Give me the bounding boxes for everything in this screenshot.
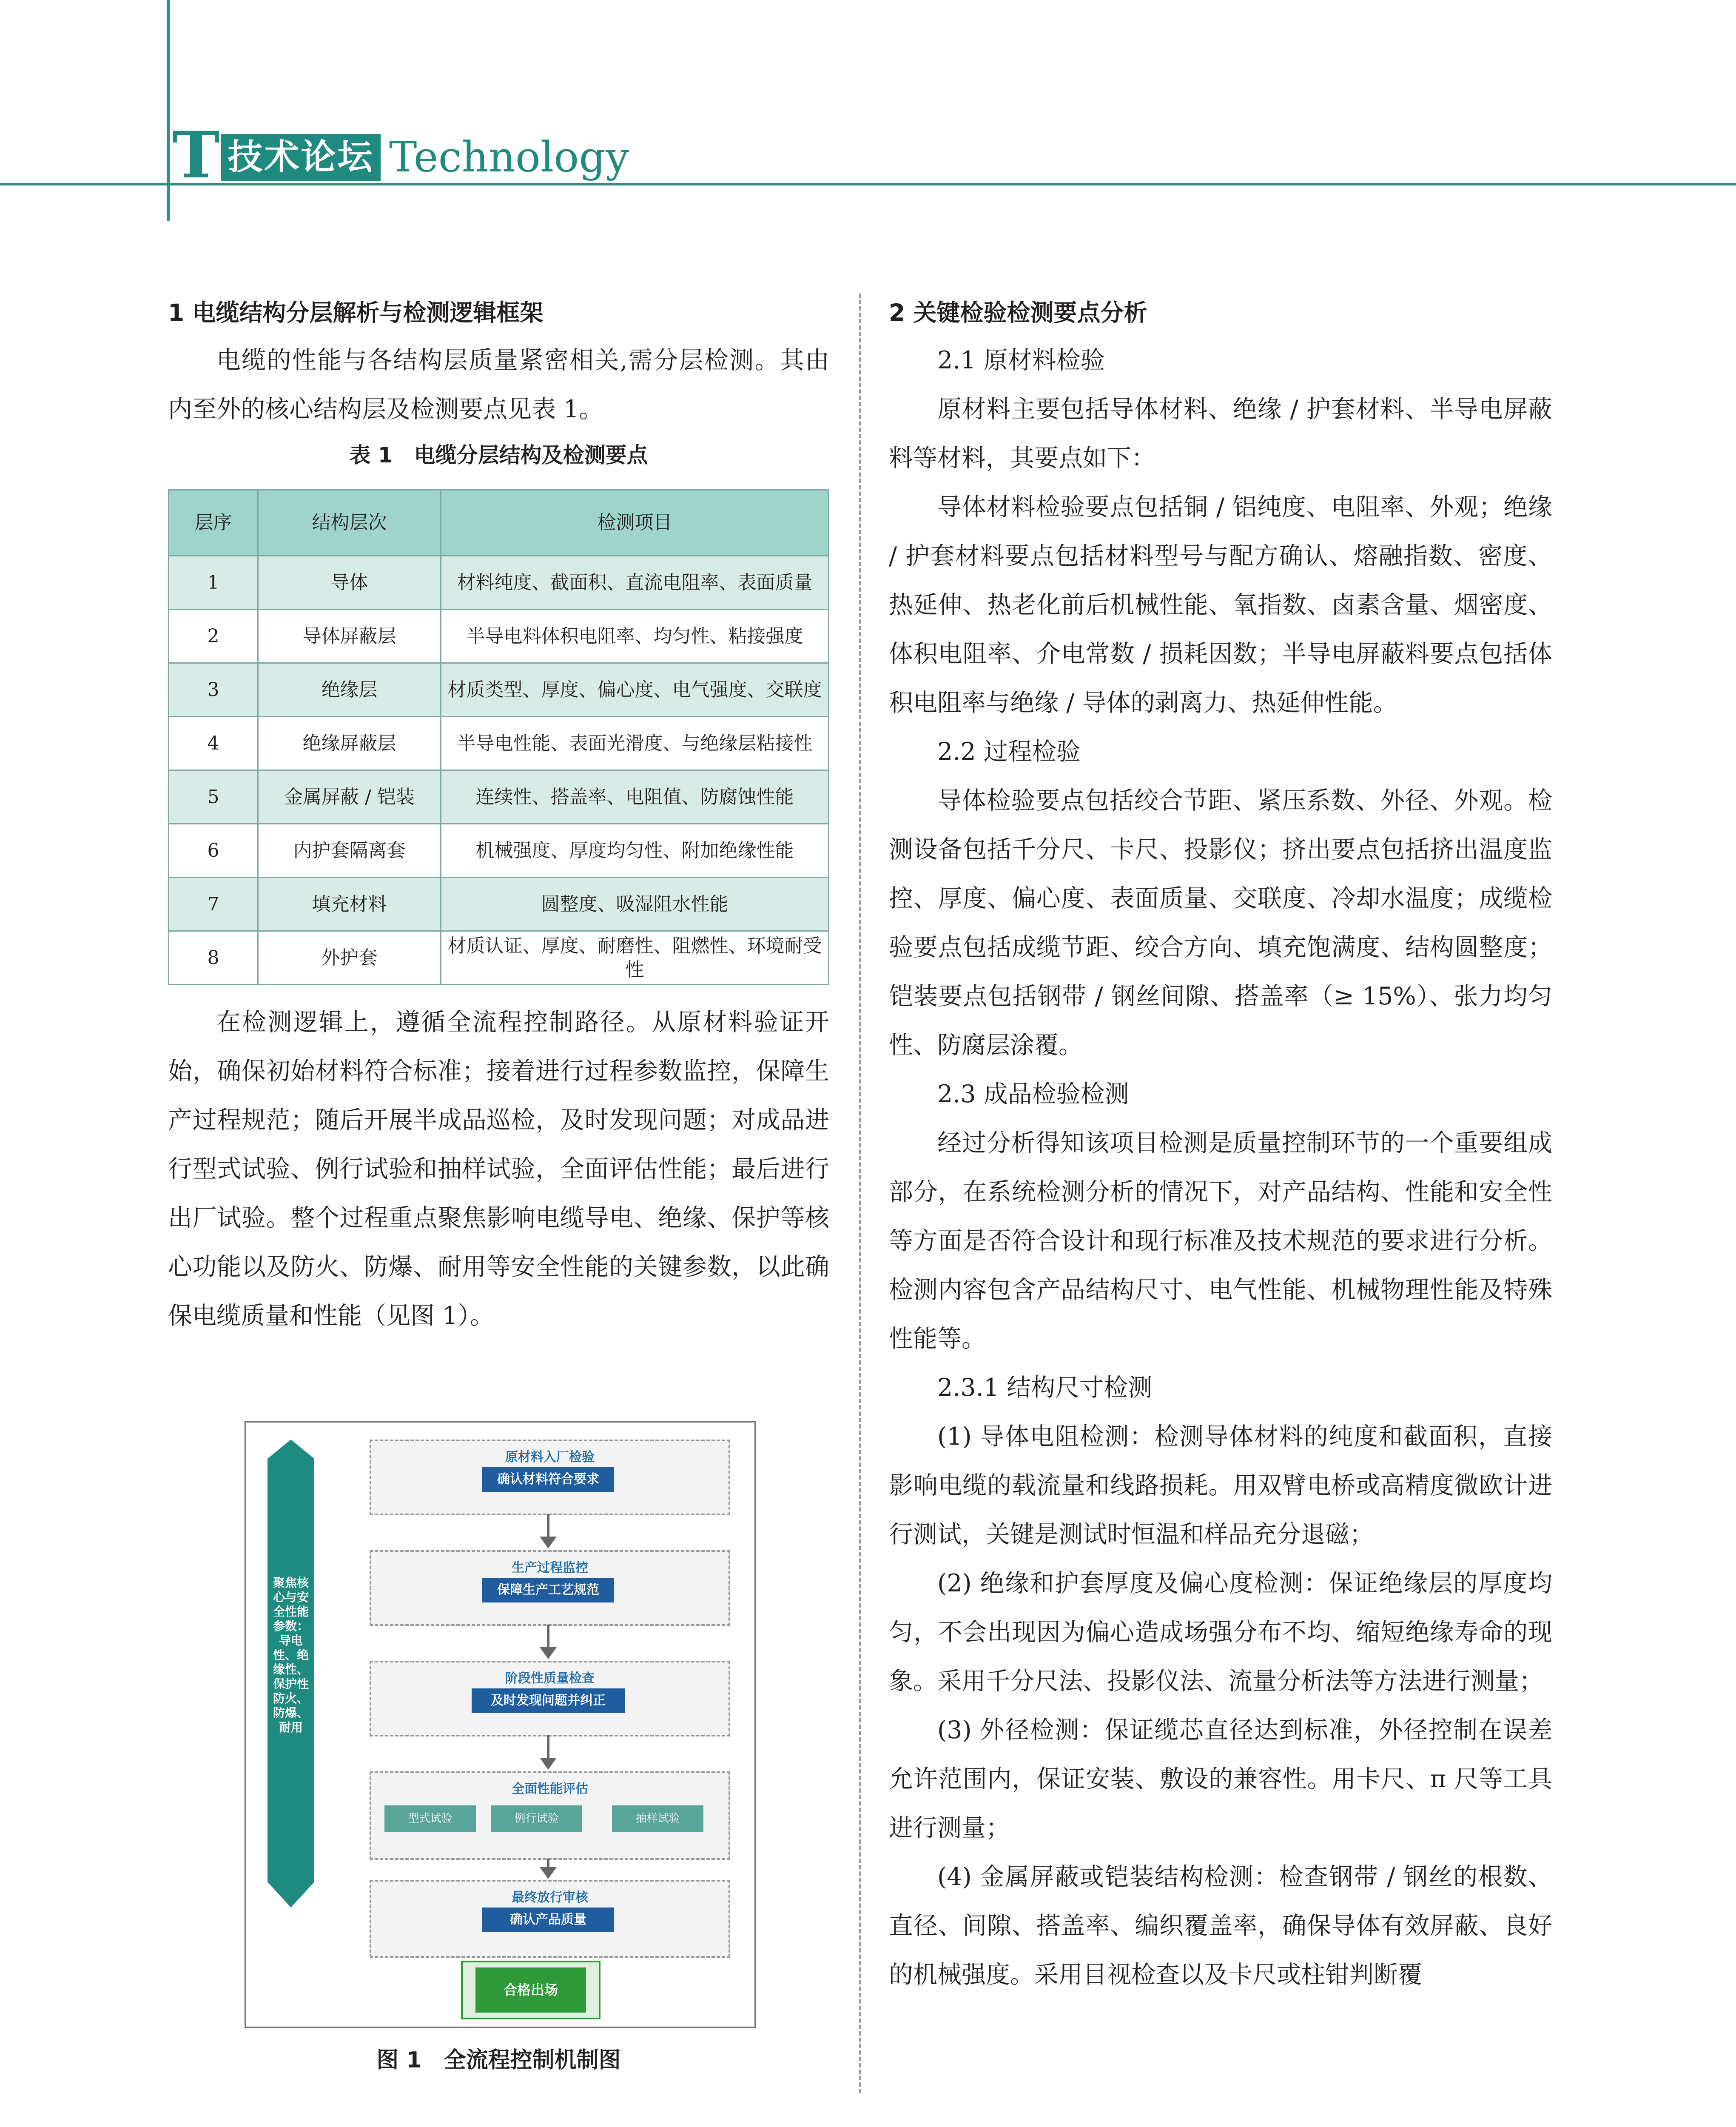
paragraph: 经过分析得知该项目检测是质量控制环节的一个重要组成部分，在系统检测分析的情况下，对产品结构、性能和安全性等方面是否符合设计和现行标准及技术规范的要求进行分析。检测内容包含产品结构尺寸、电气性能、机械物理性能及特殊性能等。	[889, 1129, 1552, 1353]
table-cell: 绝缘层	[258, 663, 441, 717]
stage-inspection-action: 及时发现问题并纠正	[472, 1688, 625, 1713]
process-flow-figure	[245, 1421, 756, 2028]
table-cell: 外护套	[258, 931, 441, 985]
sample-test: 抽样试验	[612, 1805, 703, 1832]
flow-arrow	[547, 1735, 549, 1759]
subsection-2-3-1-title: 2.3.1 结构尺寸检测	[937, 1374, 1153, 1402]
column-divider	[859, 294, 861, 2093]
paragraph: (3) 外径检测：保证缆芯直径达到标准，外径控制在误差允许范围内，保证安装、敷设的兼容性。用卡尺、π 尺等工具进行测量；	[889, 1716, 1552, 1842]
table-cell: 导体屏蔽层	[258, 610, 441, 663]
table-header-row	[169, 490, 829, 556]
paragraph: 导体检验要点包括绞合节距、紧压系数、外径、外观。检测设备包括千分尺、卡尺、投影仪；挤出要点包括挤出温度监控、厚度、偏心度、表面质量、交联度、冷却水温度；成缆检验要点包括成缆节距、绞合方向、填充饱满度、结构圆整度；铠装要点包括钢带 / 钢丝间隙、搭盖率（≥ 15%）、张力均匀性、防腐层涂覆。	[889, 787, 1552, 1059]
table-row	[169, 556, 829, 610]
table-header: 结构层次	[258, 490, 441, 556]
paragraph: 原材料主要包括导体材料、绝缘 / 护套材料、半导电屏蔽料等材料，其要点如下：	[889, 395, 1552, 472]
table-row	[169, 931, 829, 985]
stage-title: 最终放行审核	[512, 1890, 588, 1905]
focus-arrow-notch	[268, 1440, 314, 1459]
table-cell: 绝缘屏蔽层	[258, 717, 441, 770]
section-1-title: 1 电缆结构分层解析与检测逻辑框架	[168, 299, 544, 326]
table-cell: 圆整度、吸湿阻水性能	[441, 878, 829, 931]
table-cell: 6	[169, 824, 258, 878]
stage-production-action: 保障生产工艺规范	[482, 1578, 614, 1602]
header-horizontal-rule	[0, 183, 1736, 185]
focus-arrow-tip	[268, 1882, 314, 1907]
figure-1-caption: 图 1 全流程控制机制图	[376, 2047, 621, 2073]
type-test: 型式试验	[384, 1805, 476, 1832]
header-vertical-rule	[167, 0, 170, 221]
table-cell: 材质认证、厚度、耐磨性、阻燃性、环境耐受性	[441, 931, 829, 985]
paragraph: (4) 金属屏蔽或铠装结构检测：检查钢带 / 钢丝的根数、直径、间隙、搭盖率、编织覆盖率，确保导体有效屏蔽、良好的机械强度。采用目视检查以及卡尺或柱钳判断覆	[889, 1863, 1552, 1989]
flow-arrowhead	[540, 1537, 557, 1548]
table-cell: 3	[169, 663, 258, 717]
paragraph: (2) 绝缘和护套厚度及偏心度检测：保证绝缘层的厚度均匀，不会出现因为偏心造成场强分布不均、缩短绝缘寿命的现象。采用千分尺法、投影仪法、流量分析法等方法进行测量；	[889, 1569, 1552, 1695]
table-cell: 填充材料	[258, 878, 441, 931]
pass-label: 合格出场	[475, 1967, 586, 2013]
focus-text: 聚焦核心与安全性能参数：导电性、绝缘性、保护性防火、防爆、耐用	[273, 1576, 309, 1734]
table-row	[169, 610, 829, 663]
structure-table	[168, 489, 829, 985]
column-badge: 技术论坛	[221, 134, 381, 181]
table-cell: 机械强度、厚度均匀性、附加绝缘性能	[441, 824, 829, 878]
subsection-2-3-title: 2.3 成品检验检测	[937, 1080, 1129, 1108]
table-cell: 2	[169, 610, 258, 663]
section-1-paragraph-2: 在检测逻辑上，遵循全流程控制路径。从原材料验证开始，确保初始材料符合标准；接着进行过程参数监控，保障生产过程规范；随后开展半成品巡检，及时发现问题；对成品进行型式试验、例行试验和抽样试验，全面评估性能；最后进行出厂试验。整个过程重点聚焦影响电缆导电、绝缘、保护等核心功能以及防火、防爆、耐用等安全性能的关键参数，以此确保电缆质量和性能（见图 1）。	[168, 1008, 829, 1330]
table-cell: 材料纯度、截面积、直流电阻率、表面质量	[441, 556, 829, 610]
flow-arrow	[547, 1625, 549, 1648]
flow-arrowhead	[540, 1758, 557, 1770]
table-row	[169, 878, 829, 931]
column-logo-letter: T	[172, 118, 220, 193]
stage-title: 生产过程监控	[512, 1560, 588, 1575]
table-row	[169, 663, 829, 717]
table-cell: 7	[169, 878, 258, 931]
table-cell: 导体	[258, 556, 441, 610]
pass-box	[461, 1961, 600, 2019]
left-column	[168, 289, 829, 1340]
column-label: Technology	[389, 133, 629, 182]
table-cell: 半导电料体积电阻率、均匀性、粘接强度	[441, 610, 829, 663]
table-cell: 半导电性能、表面光滑度、与绝缘层粘接性	[441, 717, 829, 770]
flow-arrowhead	[540, 1867, 557, 1879]
stage-title: 全面性能评估	[512, 1782, 588, 1796]
subsection-2-1-title: 2.1 原材料检验	[937, 346, 1105, 374]
table-row	[169, 770, 829, 824]
stage-raw-material-action: 确认材料符合要求	[482, 1467, 614, 1492]
table-cell: 连续性、搭盖率、电阻值、防腐蚀性能	[441, 770, 829, 824]
flow-arrowhead	[540, 1647, 557, 1659]
paragraph: (1) 导体电阻检测：检测导体材料的纯度和截面积，直接影响电缆的载流量和线路损耗。用双臂电桥或高精度微欧计进行测试，关键是测试时恒温和样品充分退磁；	[889, 1423, 1552, 1548]
table-1-caption: 表 1 电缆分层结构及检测要点	[349, 443, 648, 468]
paragraph: 导体材料检验要点包括铜 / 铝纯度、电阻率、外观；绝缘 / 护套材料要点包括材料型号与配方确认、熔融指数、密度、热延伸、热老化前后机械性能、氧指数、卤素含量、烟密度、体积电阻率、介电常数 / 损耗因数；半导电屏蔽料要点包括体积电阻率与绝缘 / 导体的剥离力、热延伸性能。	[889, 493, 1552, 717]
table-cell: 1	[169, 556, 258, 610]
table-cell: 内护套隔离套	[258, 824, 441, 878]
table-cell: 4	[169, 717, 258, 770]
stage-title: 原材料入厂检验	[505, 1450, 595, 1465]
table-header: 层序	[169, 490, 258, 556]
subsection-2-2-title: 2.2 过程检验	[937, 738, 1081, 766]
flow-arrow	[547, 1514, 549, 1537]
table-cell: 5	[169, 770, 258, 824]
table-cell: 材质类型、厚度、偏心度、电气强度、交联度	[441, 663, 829, 717]
table-cell: 8	[169, 931, 258, 985]
routine-test: 例行试验	[491, 1805, 582, 1832]
right-column	[889, 289, 1552, 1999]
table-cell: 金属屏蔽 / 铠装	[258, 770, 441, 824]
stage-title: 阶段性质量检查	[505, 1671, 595, 1686]
stage-final-review-action: 确认产品质量	[482, 1907, 614, 1932]
table-row	[169, 824, 829, 878]
table-row	[169, 717, 829, 770]
section-2-title: 2 关键检验检测要点分析	[889, 299, 1147, 326]
section-1-paragraph: 电缆的性能与各结构层质量紧密相关,需分层检测。其由内至外的核心结构层及检测要点见表 1。	[168, 346, 829, 423]
table-header: 检测项目	[441, 490, 829, 556]
